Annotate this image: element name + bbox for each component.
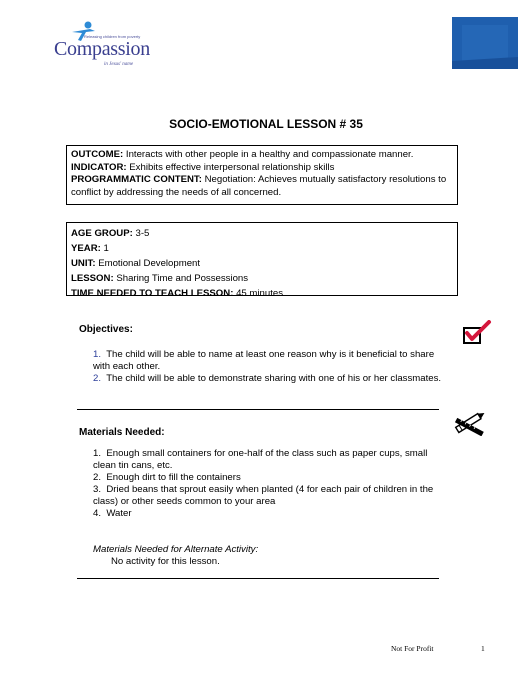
outcome-line: [71, 149, 453, 162]
year-value: 1: [103, 243, 109, 254]
item-text: The child will be able to demonstrate sharing with one of his or her classmates.: [106, 373, 442, 384]
outcome-box: [66, 145, 458, 205]
lesson-label: LESSON:: [71, 273, 114, 284]
item-text: Dried beans that sprout easily when planted (4 for each pair of children in the class) or other seeds common to your area: [93, 484, 434, 507]
age-group-line: [71, 226, 453, 241]
item-text: Water: [106, 508, 132, 519]
footer-note: Not For Profit: [391, 644, 434, 653]
blue-swatch: [452, 17, 518, 69]
unit-line: [71, 256, 453, 271]
time-label: TIME NEEDED TO TEACH LESSON:: [71, 288, 234, 299]
age-group-label: AGE GROUP:: [71, 228, 133, 239]
item-number: 3.: [93, 484, 102, 495]
indicator-value: Exhibits effective interpersonal relationship skills: [129, 161, 335, 173]
lesson-line: [71, 271, 453, 286]
year-line: [71, 241, 453, 256]
age-group-value: 3-5: [135, 228, 150, 239]
item-number: 2.: [93, 472, 102, 483]
objectives-heading: Objectives:: [79, 324, 133, 335]
indicator-label: INDICATOR:: [71, 161, 127, 173]
item-number: 1.: [93, 448, 102, 459]
list-item: [93, 373, 443, 385]
section-divider: [77, 578, 439, 579]
item-text: Enough dirt to fill the containers: [106, 472, 241, 483]
time-line: [71, 286, 453, 301]
item-text: The child will be able to name at least one reason why is it beneficial to share with each other.: [93, 349, 435, 372]
materials-list: [93, 448, 443, 520]
page-title: SOCIO-EMOTIONAL LESSON # 35: [169, 117, 363, 131]
year-label: YEAR:: [71, 243, 101, 254]
alternate-materials-heading: Materials Needed for Alternate Activity:: [93, 544, 259, 555]
content-label: PROGRAMMATIC CONTENT:: [71, 174, 202, 186]
outcome-label: OUTCOME:: [71, 149, 124, 160]
indicator-line: [71, 162, 453, 175]
list-item: [93, 472, 443, 484]
content-line: [71, 174, 453, 199]
outcome-value: Interacts with other people in a healthy and compassionate manner.: [125, 149, 414, 160]
logo-tagline: Releasing children from poverty: [84, 34, 141, 39]
item-number: 4.: [93, 508, 102, 519]
unit-value: Emotional Development: [98, 258, 201, 269]
time-value: 45 minutes: [236, 288, 284, 299]
list-item: [93, 484, 443, 508]
item-number: 2.: [93, 373, 102, 384]
alternate-materials-text: No activity for this lesson.: [111, 556, 220, 567]
list-item: [93, 349, 443, 373]
objectives-list: [93, 349, 443, 385]
list-item: [93, 448, 443, 472]
compassion-logo: [54, 20, 174, 70]
item-number: 1.: [93, 349, 102, 360]
section-divider: [77, 409, 439, 410]
checkbox-check-icon: [462, 320, 492, 346]
lesson-value: Sharing Time and Possessions: [116, 273, 249, 284]
item-text: Enough small containers for one-half of the class such as paper cups, small clean tin cans, etc.: [93, 448, 428, 471]
materials-heading: Materials Needed:: [79, 427, 165, 438]
unit-label: UNIT:: [71, 258, 96, 269]
logo-wordmark: Compassion: [54, 38, 150, 60]
content-value: Negotiation: Achieves mutually satisfactory resolutions to conflict by addressing the needs of all concerned.: [71, 174, 447, 198]
list-item: [93, 508, 443, 520]
page-number: 1: [481, 644, 485, 653]
pencil-ruler-icon: [451, 408, 489, 436]
lesson-info-box: [66, 222, 458, 299]
logo-subtitle: in Jesus' name: [104, 62, 134, 67]
